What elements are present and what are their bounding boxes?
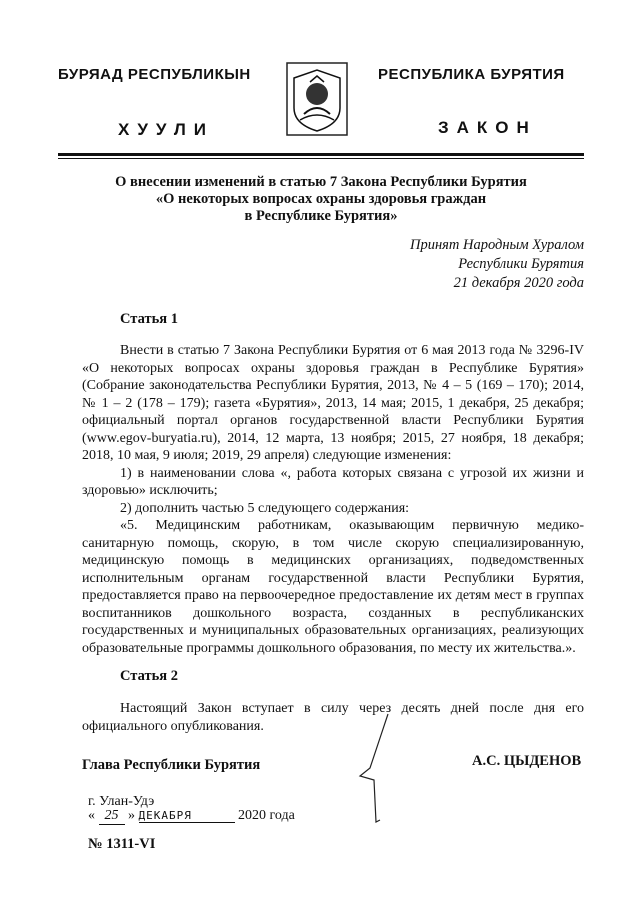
header-left-title: БУРЯАД РЕСПУБЛИКЫН <box>58 66 251 83</box>
header-left-doc-type: ХУУЛИ <box>118 120 214 139</box>
article-2-paragraph: Настоящий Закон вступает в силу через десять дней после дня его официального опубликования. <box>82 701 584 734</box>
adoption-line: Республики Бурятия <box>458 256 584 272</box>
header-right-doc-type: ЗАКОН <box>438 118 537 137</box>
article-1-paragraph: «5. Медицинским работникам, оказывающим первичную медико-санитарную помощь, скорую, в том числе скорую специализированную, медицинскую помощь в медицинских организациях, подведомственных исполнительным органам государственной власти Республики Бурятия, предоставляется право на первоочередное предоставление их детям мест в группах воспитанников дошкольного возраста, созданных в республиканских государственных и муниципальных образовательных организациях, реализующих образовательные программы дошкольного образования, по месту их жительства.». <box>82 518 584 656</box>
signatory-position: Глава Республики Бурятия <box>82 757 261 773</box>
document-number: № 1311-VI <box>88 836 156 852</box>
article-1-heading: Статья 1 <box>120 311 178 327</box>
date-year: 2020 года <box>238 808 295 823</box>
article-1-paragraph: 1) в наименовании слова «, работа которых связана с угрозой их жизни и здоровью» исключить; <box>82 465 584 498</box>
adoption-line: Принят Народным Хуралом <box>409 237 584 253</box>
article-1-paragraph: 2) дополнить частью 5 следующего содержания: <box>120 500 410 516</box>
law-title-line: «О некоторых вопросах охраны здоровья граждан <box>155 191 487 207</box>
header-divider-thick <box>58 153 584 156</box>
date-day: 25 <box>99 808 125 825</box>
article-1-paragraph: Внести в статью 7 Закона Республики Бурятия от 6 мая 2013 года № 3296-IV «О некоторых вопросах охраны здоровья граждан в Республике Бурятия» (Собрание законодательства Республики Бурятия, 2013, № 4 – 5 (169 – 170); 2014, № 1 – 2 (178 – 179); газета «Бурятия», 2013, 14 мая; 2015, 1 декабря, 25 декабря; официальный портал органов государственной власти Республики Бурятия (www.egov-buryatia.ru), 2014, 12 марта, 13 ноября; 2015, 27 ноября, 18 декабря; 2018, 10 мая, 9 июля; 2019, 29 апреля) следующие изменения: <box>82 343 584 463</box>
adoption-line: 21 декабря 2020 года <box>453 275 584 291</box>
signing-date <box>88 808 348 825</box>
place-of-signing: г. Улан-Удэ <box>88 794 155 809</box>
date-month: ДЕКАБРЯ <box>139 809 235 823</box>
adoption-note <box>410 236 584 293</box>
law-title-line: в Республике Бурятия» <box>244 208 398 224</box>
law-title-line: О внесении изменений в статью 7 Закона Республики Бурятия <box>115 174 527 190</box>
coat-of-arms-emblem <box>286 62 348 136</box>
date-open-quote: « <box>88 808 95 823</box>
date-close-quote: » <box>128 808 135 823</box>
law-title <box>58 174 584 225</box>
article-2-heading: Статья 2 <box>120 668 178 684</box>
article-1-body <box>82 342 584 657</box>
header-right-title: РЕСПУБЛИКА БУРЯТИЯ <box>378 66 565 83</box>
signatory-name: А.С. ЦЫДЕНОВ <box>472 753 582 769</box>
header-divider-thin <box>58 158 584 159</box>
